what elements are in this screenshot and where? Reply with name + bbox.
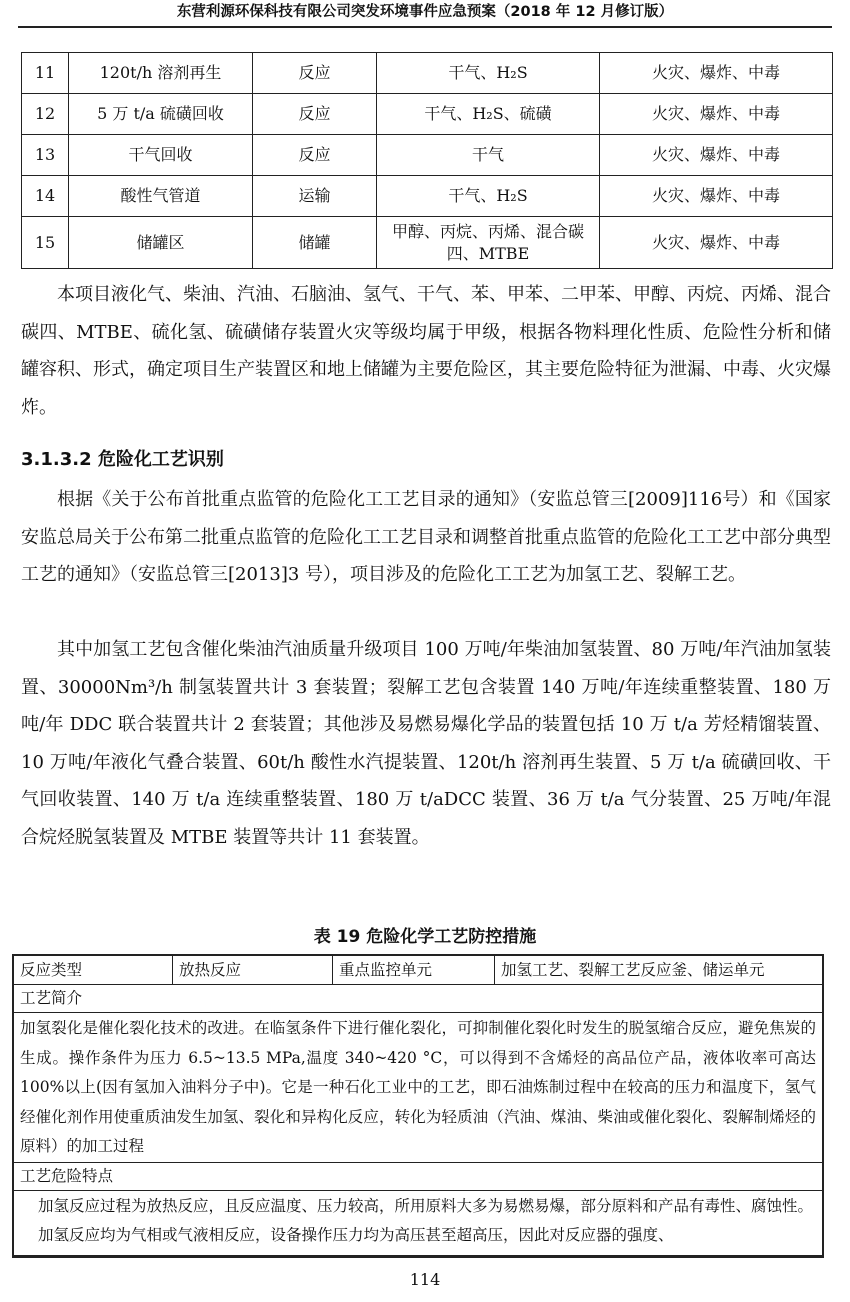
document-header: 东营利源环保科技有限公司突发环境事件应急预案（2018 年 12 月修订版） [18,0,832,28]
row-number: 14 [22,176,69,217]
table-row [22,217,833,269]
process-hazard-text [14,1191,822,1251]
regulation-paragraph: 根据《关于公布首批重点监管的危险化工工艺目录的通知》（安监总管三[2009]116号）和《国家安监总局关于公布第二批重点监管的危险化工工艺目录和调整首批重点监管的危险化工工艺中部分典型工艺的通知》（安监总管三[2013]3 号），项目涉及的危险化工工艺为加氢工艺、裂解工艺。 [21,489,831,585]
unit-name: 5 万 t/a 硫磺回收 [69,94,253,135]
hazard-paragraph: 加氢反应过程为放热反应，且反应温度、压力较高，所用原料大多为易燃易爆，部分原料和产品有毒性、腐蚀性。 [38,1196,814,1215]
reaction-type-label: 反应类型 [14,956,173,984]
hazard-paragraph: 加氢反应均为气相或气液相反应，设备操作压力均为高压甚至超高压，因此对反应器的强度、 [38,1226,674,1244]
table-row [22,176,833,217]
hazard-type: 火灾、爆炸、中毒 [600,135,833,176]
hazard-type: 火灾、爆炸、中毒 [600,53,833,94]
process-units-paragraph: 其中加氢工艺包含催化柴油汽油质量升级项目 100 万吨/年柴油加氢装置、80 万吨/年汽油加氢装置、30000Nm³/h 制氢装置共计 3 套装置；裂解工艺包含装置 140 万吨/年连续重整装置、180 万吨/年 DDC 联合装置共计 2 套装置；其他涉及易燃易爆化学品的装置包括 10 万 t/a 芳烃精馏装置、10 万吨/年液化气叠合装置、60t/h 酸性水汽提装置、120t/h 溶剂再生装置、5 万 t/a 硫磺回收、干气回收装置、140 万 t/a 连续重整装置、180 万 t/aDCC 装置、36 万 t/a 气分装置、25 万吨/年混合烷烃脱氢装置及 MTBE 装置等共计 11 套装置。 [21,639,831,848]
table-row [22,94,833,135]
unit-type: 反应 [253,53,377,94]
page-number: 114 [409,1270,441,1289]
monitor-unit-label: 重点监控单元 [333,956,495,984]
unit-name: 储罐区 [69,217,253,269]
section-heading: 3.1.3.2 危险化工艺识别 [21,449,224,470]
process-control-table [12,954,824,1258]
hazard-material: 干气 [377,135,600,176]
reaction-type-value: 放热反应 [173,956,333,984]
table-row [14,956,822,985]
unit-name: 酸性气管道 [69,176,253,217]
hazard-type: 火灾、爆炸、中毒 [600,94,833,135]
hazard-type: 火灾、爆炸、中毒 [600,176,833,217]
row-number: 13 [22,135,69,176]
unit-type: 反应 [253,135,377,176]
process-hazard-label: 工艺危险特点 [14,1163,822,1191]
hazard-material: 甲醇、丙烷、丙烯、混合碳四、MTBE [377,217,600,269]
table-row [22,135,833,176]
hazard-material: 干气、H₂S [377,176,600,217]
unit-type: 储罐 [253,217,377,269]
hazard-type: 火灾、爆炸、中毒 [600,217,833,269]
unit-type: 反应 [253,94,377,135]
table-row [22,53,833,94]
row-number: 12 [22,94,69,135]
unit-name: 干气回收 [69,135,253,176]
table-caption: 表 19 危险化学工艺防控措施 [313,927,537,947]
unit-name: 120t/h 溶剂再生 [69,53,253,94]
hazard-material: 干气、H₂S [377,53,600,94]
process-intro-text: 加氢裂化是催化裂化技术的改进。在临氢条件下进行催化裂化，可抑制催化裂化时发生的脱氢缩合反应，避免焦炭的生成。操作条件为压力 6.5~13.5 MPa,温度 340~420 °C，可以得到不含烯烃的高品位产品，液体收率可高达 100%以上(因有氢加入油料分子中)。它是一种石化工业中的工艺，即石油炼制过程中在较高的压力和温度下，氢气经催化剂作用使重质油发生加氢、裂化和异构化反应，转化为轻质油（汽油、煤油、柴油或催化裂化、裂解制烯烃的原料）的加工过程 [14,1013,822,1163]
storage-hazard-paragraph: 本项目液化气、柴油、汽油、石脑油、氢气、干气、苯、甲苯、二甲苯、甲醇、丙烷、丙烯、混合碳四、MTBE、硫化氢、硫磺储存装置火灾等级均属于甲级，根据各物料理化性质、危险性分析和储罐容积、形式，确定项目生产装置区和地上储罐为主要危险区，其主要危险特征为泄漏、中毒、火灾爆炸。 [21,284,831,418]
row-number: 11 [22,53,69,94]
hazard-material: 干气、H₂S、硫磺 [377,94,600,135]
row-number: 15 [22,217,69,269]
hazard-table [21,52,833,269]
unit-type: 运输 [253,176,377,217]
monitor-unit-value: 加氢工艺、裂解工艺反应釜、储运单元 [501,961,765,979]
process-intro-label: 工艺简介 [14,985,822,1013]
